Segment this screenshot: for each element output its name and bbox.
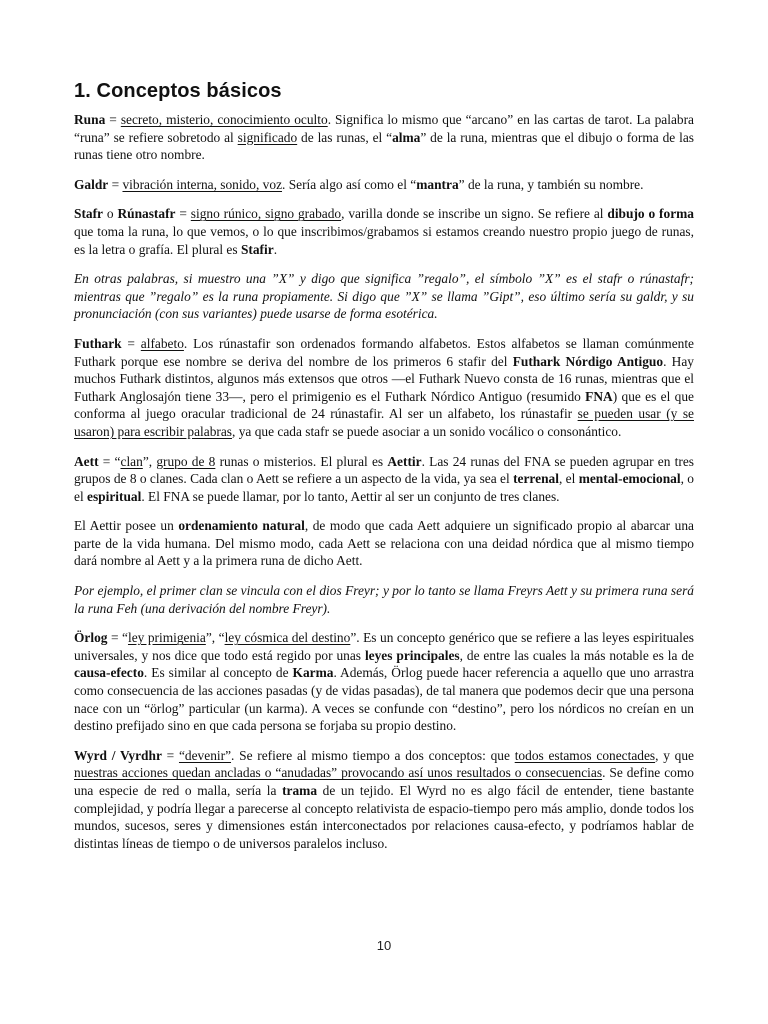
bold-term: mantra — [416, 176, 459, 192]
text-run: = — [175, 206, 191, 222]
bold-term: Galdr — [74, 176, 109, 192]
paragraph-example-freyr — [74, 582, 694, 617]
paragraph-orlog — [74, 629, 694, 735]
text-run: . Se define como una especie de red o malla, sería la — [74, 765, 694, 798]
bold-term: Aett — [74, 453, 99, 469]
paragraph-futhark — [74, 335, 694, 441]
paragraph-stafr — [74, 205, 694, 258]
bold-term: alma — [392, 129, 421, 145]
text-run: Por ejemplo, el primer clan se vincula con el dios Freyr; y por lo tanto se llama Freyrs Aett y su primera runa será la runa Feh (una derivación del nombre Freyr). — [74, 583, 694, 616]
section-heading: 1. Conceptos básicos — [74, 80, 282, 102]
text-run: ” de la runa, mientras que el dibujo o forma de las runas tiene otro nombre. — [74, 129, 694, 163]
text-run: . El FNA se puede llamar, por lo tanto, Aettir al ser un conjunto de tres clanes. — [141, 488, 560, 504]
bold-term: espiritual — [87, 488, 142, 504]
text-run: ”, “ — [205, 630, 225, 646]
text-run: ” de la runa, y también su nombre. — [458, 176, 644, 192]
text-run: de las runas, el “ — [297, 129, 393, 145]
bold-term: Futhark Nórdigo Antiguo — [512, 353, 664, 369]
text-run: = — [161, 747, 179, 763]
paragraph-aett — [74, 453, 694, 506]
bold-term: Karma — [292, 665, 334, 681]
bold-term: FNA — [585, 388, 613, 404]
bold-term: Runa — [74, 112, 106, 127]
text-run: ”. Es un concepto genérico que se refiere a las leyes espirituales universales, y nos dice que todo está regido por unas — [74, 630, 694, 663]
underlined-phrase: grupo de 8 — [156, 453, 216, 469]
text-run: , o el — [74, 471, 695, 504]
underlined-phrase: signo rúnico, signo grabado — [190, 206, 342, 222]
text-run: . Hay muchos Futhark distintos, algunos más extensos que otros —el Futhark Nuevo consta de 16 runas, mientras que el Futhark Anglosajón tiene 33—, pero el primigenio es el Futhark Nórdico Antiguo (resumido — [74, 353, 694, 404]
text-run: . Es similar al concepto de — [143, 665, 293, 681]
bold-term: dibujo o forma — [607, 206, 694, 222]
document-body — [74, 111, 694, 852]
underlined-phrase: ley cósmica del destino — [224, 630, 351, 646]
text-run: . Las 24 runas del FNA se pueden agrupar en tres grupos de 8 o clanes. Cada clan o Aett se refiere a un aspecto de la vida, ya sea el — [74, 453, 694, 487]
text-run: ”, — [142, 453, 157, 469]
text-run: , de modo que cada Aett adquiere un significado propio al abarcar una parte de la vida humana. Del mismo modo, cada Aett se relaciona con una deidad nórdica que al mismo tiempo dará nombre al Aett y a la primera runa de dicho Aett. — [74, 518, 694, 569]
text-run: = “ — [98, 453, 121, 469]
paragraph-galdr — [74, 176, 694, 194]
text-run: = — [121, 335, 141, 351]
text-run: que toma la runa, lo que vemos, o lo que inscribimos/grabamos si estamos creando nuestro propio juego de runas, es la letra o grafía. El plural es — [74, 223, 694, 257]
paragraph-wyrd — [74, 747, 694, 853]
document-page — [74, 80, 694, 864]
underlined-phrase: alfabeto — [140, 335, 184, 351]
text-run: , de entre las cuales la más notable es la de — [459, 647, 694, 663]
underlined-phrase: se pueden usar (y se usaron) para escribir palabras — [74, 406, 694, 439]
bold-term: Futhark — [74, 335, 122, 351]
bold-term: mental-emocional — [578, 471, 681, 487]
underlined-phrase: ley primigenia — [127, 630, 206, 646]
text-run: , y que — [655, 747, 694, 763]
bold-term: Wyrd / Vyrdhr — [74, 747, 162, 763]
underlined-phrase: secreto, misterio, conocimiento oculto — [120, 112, 328, 127]
bold-term: causa-efecto — [74, 665, 144, 681]
text-run: = — [105, 112, 121, 127]
text-run: , el — [558, 471, 579, 487]
paragraph-aettir-order — [74, 517, 694, 570]
underlined-phrase: significado — [237, 129, 298, 145]
page-number: 10 — [376, 938, 392, 953]
underlined-phrase: “devenir” — [178, 747, 232, 763]
text-run: runas o misterios. El plural es — [215, 453, 388, 469]
text-run: . — [273, 241, 278, 257]
bold-term: Stafr — [74, 206, 104, 222]
text-run: . Además, Örlog puede hacer referencia a aquello que uno arrastra como consecuencia de las acciones pasadas (y de vidas pasadas), de tal manera que podemos decir que una persona nace con un “örlog” particular (un karma). A veces se confunde con “destino”, pero los nórdicos no creían en un destino prefijado sino en que cada persona se forjaba su propio destino. — [74, 665, 694, 734]
paragraph-example-regalo — [74, 270, 694, 323]
text-run: = “ — [107, 630, 128, 646]
text-run: , varilla donde se inscribe un signo. Se refiere al — [341, 206, 608, 222]
bold-term: leyes principales — [364, 647, 460, 663]
bold-term: trama — [282, 783, 318, 798]
text-run: . Se refiere al mismo tiempo a dos conceptos: que — [231, 747, 515, 763]
underlined-phrase: todos estamos conectades — [514, 747, 656, 763]
text-run: En otras palabras, si muestro una ”X” y digo que significa ”regalo”, el símbolo ”X” es el stafr o rúnastafr; mientras que ”regalo” es la runa propiamente. Si digo que ”X” se llama ”Gipt”, eso último sería su galdr, y su pronunciación (con sus variantes) puede usarse de forma esotérica. — [74, 271, 694, 322]
bold-term: Rúnastafr — [117, 206, 176, 222]
text-run: = — [108, 176, 123, 192]
text-run: de un tejido. El Wyrd no es algo fácil de entender, tiene bastante complejidad, y podría llegar a parecerse al concepto relativista de espacio-tiempo pero más amplio, donde todos los mundos, sucesos, seres y dimensiones están interconectados por relaciones causa-efecto, y podríamos hablar de distintas líneas de tiempo o de universos paralelos incluso. — [74, 783, 694, 851]
paragraph-runa — [74, 111, 694, 164]
underlined-phrase: nuestras acciones quedan ancladas o “anudadas” provocando así unos resultados o consecuencias — [74, 765, 603, 781]
text-run: . Significa lo mismo que “arcano” en las cartas de tarot. La palabra “runa” se refiere sobretodo al — [74, 112, 694, 145]
bold-term: Aettir — [387, 453, 422, 469]
text-run: , ya que cada stafr se puede asociar a un sonido vocálico o consonántico. — [232, 423, 622, 439]
underlined-phrase: clan — [120, 453, 143, 469]
bold-term: Örlog — [74, 630, 108, 646]
bold-term: ordenamiento natural — [178, 518, 305, 534]
text-run: o — [103, 206, 118, 222]
bold-term: terrenal — [513, 471, 559, 487]
text-run: ) que es el que conforma al juego oracular tradicional de 24 rúnastafir. Al ser un alfabeto, los rúnastafir — [74, 388, 694, 422]
text-run: . Sería algo así como el “ — [282, 176, 417, 192]
underlined-phrase: vibración interna, sonido, voz — [122, 176, 283, 192]
text-run: . Los rúnastafir son ordenados formando alfabetos. Estos alfabetos se llaman comúnmente Futhark porque ese nombre se deriva del nombre de los primeros 6 stafir del — [74, 335, 695, 369]
bold-term: Stafir — [240, 241, 274, 257]
text-run: El Aettir posee un — [74, 518, 179, 534]
